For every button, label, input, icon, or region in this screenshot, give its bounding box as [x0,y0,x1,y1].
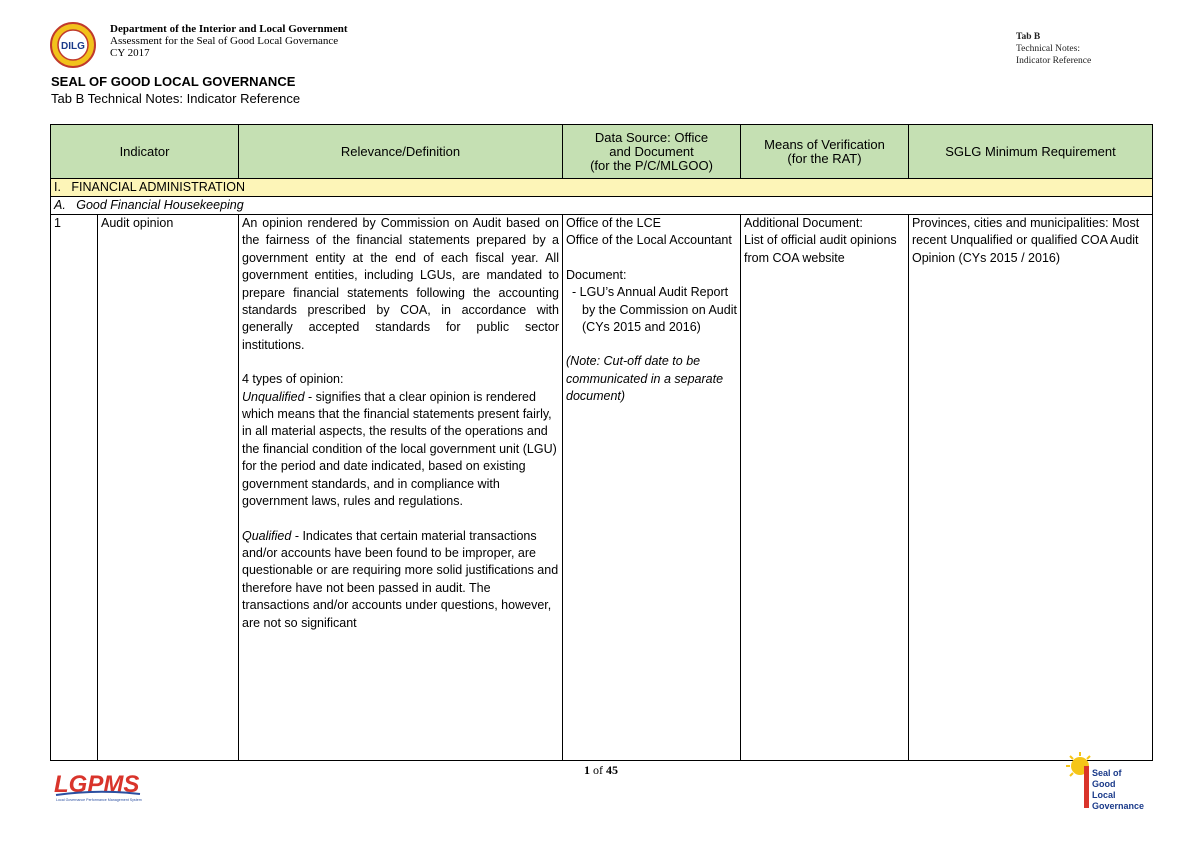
header-data-source-line2: and Document [609,143,694,159]
page-total: 45 [606,763,618,777]
row-relevance [239,215,563,761]
department-header [110,23,347,59]
row-means-of-verification [741,215,909,761]
unqualified-definition [242,389,559,511]
source-note: (Note: Cut-off date to be communicated in a separate document) [566,354,724,404]
header-data-source-line3: (for the P/C/MLGOO) [590,157,713,173]
row-indicator: Audit opinion [98,215,239,761]
document-subtitle: Tab B Technical Notes: Indicator Reference [51,91,301,106]
document-title: SEAL OF GOOD LOCAL GOVERNANCE [51,74,296,89]
department-name: Department of the Interior and Local Government [110,23,348,35]
assessment-name: Assessment for the Seal of Good Local Governance [110,35,339,47]
lgpms-tagline: Local Governance Performance Management System [56,798,142,802]
header-minimum-requirement: SGLG Minimum Requirement [909,125,1153,179]
qualified-text: - Indicates that certain material transactions and/or accounts have been found to be improper, are questionable or are requiring more solid justifications and therefore have not been passed in audit. The transactions and/or accounts under questions, however, are not so significant [242,528,559,630]
subsection-row [51,197,1153,215]
lgpms-logo [52,768,144,809]
svg-text:DILG: DILG [61,41,85,52]
sglg-line1: Seal of [1092,768,1122,778]
header-relevance: Relevance/Definition [239,125,563,179]
row-data-source [563,215,741,761]
tab-notes: Technical Notes: [1016,44,1080,54]
tab-reference [1016,31,1091,67]
page-of: of [593,763,603,777]
calendar-year: CY 2017 [110,47,150,59]
relevance-paragraph: An opinion rendered by Commission on Audit based on the fairness of the financial statements prepared by a government entity at the end of each fiscal year. All government entities, including LGUs, are mandated to prepare financial statements following the accounting standards prescribed by COA, in accordance with generally accepted standards for public sector institutions. [242,216,559,352]
subsection-cell [51,197,1153,215]
header-means-of-verification [741,125,909,179]
qualified-definition [242,528,559,632]
subsection-label: Good Financial Housekeeping [76,198,244,212]
section-cell [51,179,1153,197]
header-data-source-line1: Data Source: Office [594,129,709,145]
section-number: I. [54,180,61,194]
header-indicator: Indicator [51,125,239,179]
sglg-line4: Governance [1092,801,1145,811]
unqualified-label: Unqualified [242,389,305,404]
table-row [51,215,1153,761]
sglg-line2: Good [1092,779,1116,789]
header-means-line2: (for the RAT) [787,150,862,166]
header-means-line1: Means of Verification [764,136,885,152]
row-number: 1 [51,215,98,761]
opinion-types-heading: 4 types of opinion: [242,372,344,387]
indicator-table [50,124,1153,761]
dilg-logo [50,22,96,68]
tab-indicator-ref: Indicator Reference [1016,56,1092,66]
lgpms-logo-text: LGPMS [54,771,140,798]
page-number [584,763,618,778]
source-office-lce: Office of the LCE [566,216,661,230]
source-document-item: - LGU’s Annual Audit Report by the Commission on Audit (CYs 2015 and 2016) [572,285,737,335]
subsection-number: A. [54,198,66,212]
row-minimum-requirement: Provinces, cities and municipalities: Most recent Unqualified or qualified COA Audit Opinion (CYs 2015 / 2016) [909,215,1153,761]
qualified-label: Qualified [242,528,292,543]
header-data-source [563,125,741,179]
unqualified-text: - signifies that a clear opinion is rendered which means that the financial statements present fairly, in all material aspects, the results of the operations and the financial condition of the local government unit (LGU) for the period and date indicated, based on existing government standards, and in compliance with government laws, rules and regulations. [242,389,557,509]
sglg-line3: Local [1092,790,1116,800]
source-office-accountant: Office of the Local Accountant [566,233,732,248]
means-additional-document: Additional Document: [744,216,863,230]
source-document-label: Document: [566,267,627,282]
sglg-seal-logo [1066,752,1152,817]
means-list: List of official audit opinions from COA website [744,233,897,265]
section-row [51,179,1153,197]
tab-label: Tab B [1016,32,1041,42]
page-current: 1 [584,763,590,777]
section-label: FINANCIAL ADMINISTRATION [71,180,246,194]
table-header-row [51,125,1153,179]
